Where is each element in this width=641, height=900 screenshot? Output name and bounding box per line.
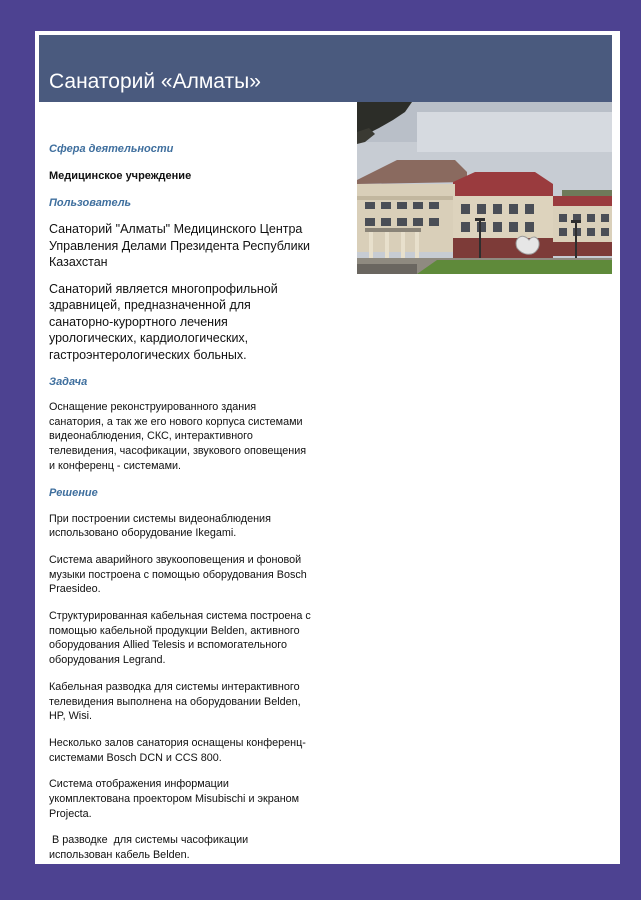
task-heading: Задача [49, 376, 88, 388]
sanatorium-building-photo [357, 102, 612, 274]
activity-value: Медицинское учреждение [49, 170, 192, 182]
page-title: Санаторий «Алматы» [49, 70, 261, 93]
user-paragraph-2: Санаторий является многопрофильной здравницей, предназначенной для санаторно-курортного лечения урологических, кардиологических, гастроэнтерологических больных. [49, 281, 278, 362]
solution-paragraph-7: В разводке для системы часофикации использован кабель Belden. [49, 834, 252, 862]
document-page [35, 31, 620, 864]
solution-paragraph-1: При построении системы видеонаблюдения использовано оборудование Ikegami. [49, 512, 271, 540]
user-heading: Пользователь [49, 197, 132, 209]
main-content [49, 142, 311, 863]
task-paragraph: Оснащение реконструированного здания санатория, а так же его нового корпуса системами видеонаблюдения, СКС, интерактивного телевидения, часофикации, звукового оповещения и конференц - системами. [49, 401, 307, 472]
title-banner [39, 35, 612, 102]
solution-heading: Решение [49, 486, 98, 499]
solution-paragraph-4: Кабельная разводка для системы интерактивного телевидения выполнена на оборудовании Belden, HP, Wisi. [49, 680, 301, 723]
activity-heading: Сфера деятельности [49, 143, 174, 155]
solution-paragraph-6: Система отображения информации укомплектована проектором Misubischi и экраном Projecta. [49, 778, 300, 820]
solution-paragraph-3: Структурированная кабельная система построена с помощью кабельной продукции Belden, активного оборудования Allied Telesis и вспомогательного оборудования Legrand. [49, 610, 311, 667]
solution-paragraph-5: Несколько залов санатория оснащены конференц-системами Bosch DCN и CCS 800. [49, 736, 306, 764]
user-paragraph-1: Санаторий "Алматы" Медицинского Центра Управления Делами Президента Республики Казахстан [49, 222, 311, 269]
solution-paragraph-2: Система аварийного звукооповещения и фоновой музыки построена с помощью оборудования Bosch Praesideo. [49, 553, 307, 596]
